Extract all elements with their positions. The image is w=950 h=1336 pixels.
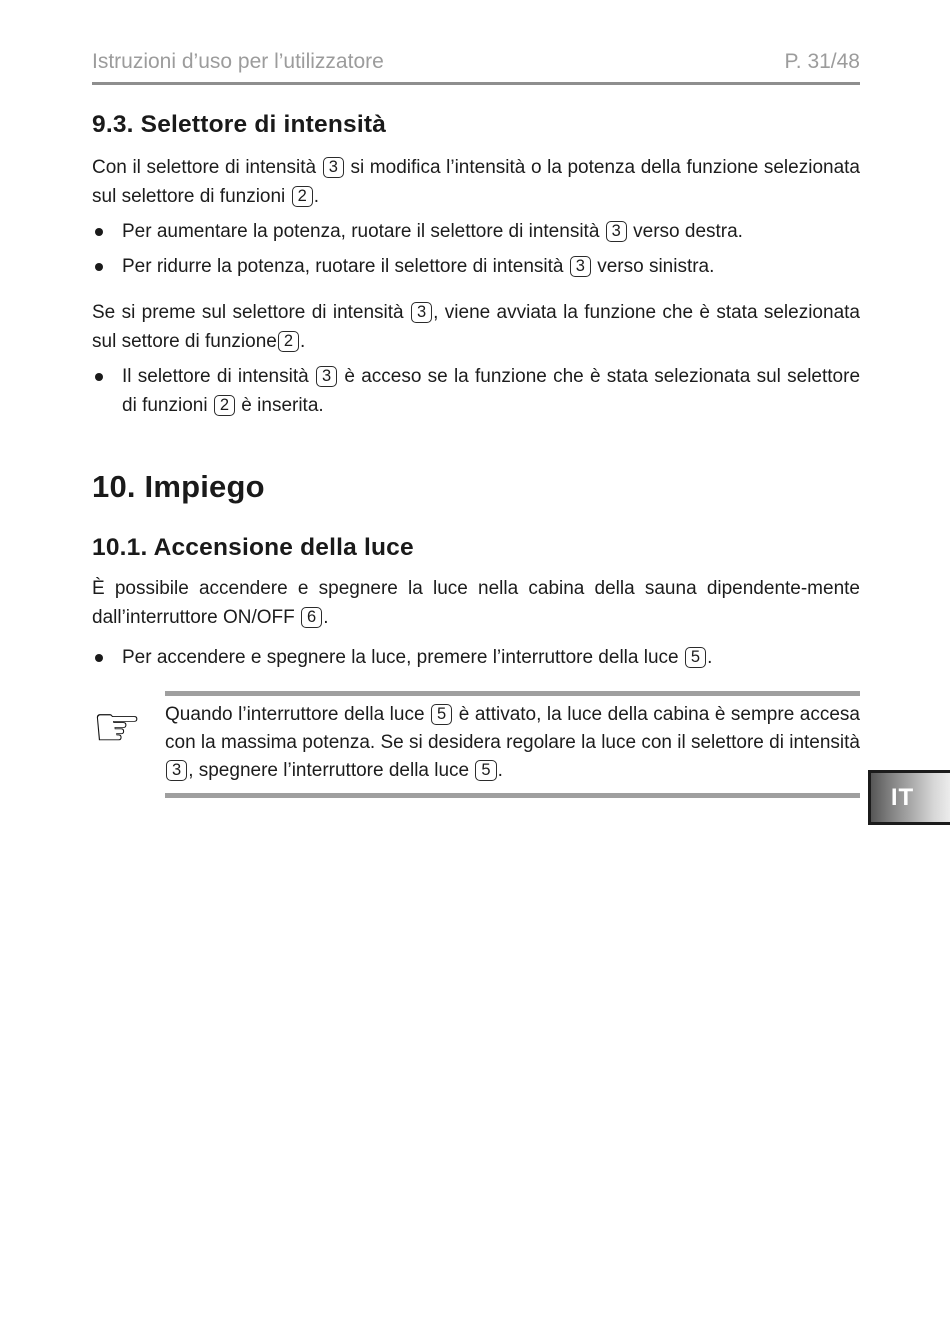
header-divider (92, 82, 860, 85)
key-number-box: 3 (570, 256, 591, 277)
section-10-1-paragraph-1: È possibile accendere e spegnere la luce nella cabina della sauna dipendente-mente dall’interruttore ON/OFF 6 . (92, 578, 860, 628)
language-tab-label: IT (890, 783, 915, 811)
note-box (92, 691, 860, 798)
section-9-3-bullet-list-1 (92, 217, 860, 281)
note-text: Quando l’interruttore della luce 5 è attivato, la luce della cabina è sempre accesa con la massima potenza. Se si desidera regolare la luce con il selettore di intensità 3 , spegnere l’interruttore della luce 5 . (165, 704, 860, 781)
header-page-number: P. 31/48 (784, 50, 860, 73)
key-number-box: 2 (292, 186, 313, 207)
key-number-box: 3 (166, 760, 187, 781)
header-title: Istruzioni d’uso per l’utilizzatore (92, 50, 384, 73)
note-body (165, 691, 860, 798)
key-number-box: 5 (475, 760, 496, 781)
section-9-3-paragraph-2: Se si preme sul selettore di intensità 3 , viene avviata la funzione che è stata selezionata sul settore di funzione 2 . (92, 302, 860, 352)
list-item: Per accendere e spegnere la luce, premere l’interruttore della luce 5 . (92, 643, 860, 672)
list-item: Il selettore di intensità 3 è acceso se la funzione che è stata selezionata sul selettore di funzioni 2 è inserita. (92, 362, 860, 420)
list-item: Per ridurre la potenza, ruotare il selettore di intensità 3 verso sinistra. (92, 252, 860, 281)
pointing-hand-icon: ☞ (92, 695, 143, 758)
section-10-heading: 10. Impiego (92, 469, 265, 504)
language-tab-it (868, 770, 950, 825)
key-number-box: 3 (316, 366, 337, 387)
key-number-box: 3 (323, 157, 344, 178)
key-number-box: 2 (214, 395, 235, 416)
section-10-1-bullet-list (92, 643, 860, 672)
key-number-box: 6 (301, 607, 322, 628)
page-content (0, 50, 950, 798)
key-number-box: 5 (431, 704, 452, 725)
page-header (92, 50, 860, 74)
section-9-3-bullet-list-2 (92, 362, 860, 420)
key-number-box: 3 (411, 302, 432, 323)
key-number-box: 3 (606, 221, 627, 242)
section-9-3-paragraph-1: Con il selettore di intensità 3 si modifica l’intensità o la potenza della funzione selezionata sul selettore di funzioni 2 . (92, 157, 860, 207)
list-item: Per aumentare la potenza, ruotare il selettore di intensità 3 verso destra. (92, 217, 860, 246)
key-number-box: 2 (278, 331, 299, 352)
section-10-1-heading: 10.1. Accensione della luce (92, 534, 414, 561)
key-number-box: 5 (685, 647, 706, 668)
section-9-3-heading: 9.3. Selettore di intensità (92, 111, 387, 138)
